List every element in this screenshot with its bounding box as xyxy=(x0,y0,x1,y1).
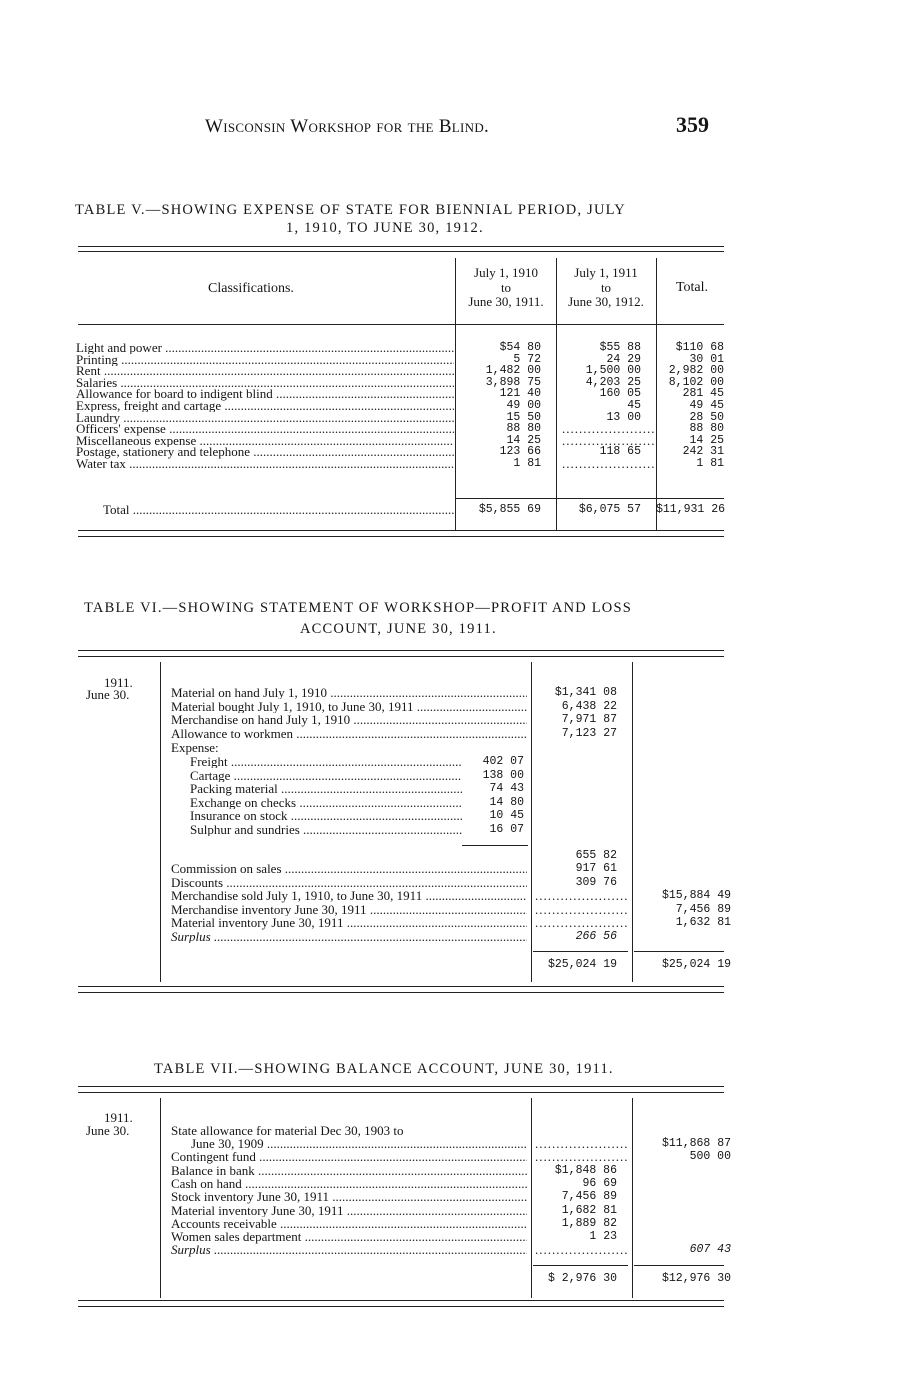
table-5-total-row xyxy=(78,503,724,516)
table-7-row-value: 96 69 xyxy=(582,1176,617,1190)
table-6-expense-item xyxy=(190,809,530,822)
table-7-row-label: June 30, 1909 ..... xyxy=(191,1137,527,1150)
table-6-expense-item xyxy=(190,823,530,836)
table-7-row xyxy=(171,1230,731,1243)
table-7-bottom-rule xyxy=(78,1300,724,1301)
table-6-expense-item-label: Freight ..... xyxy=(190,755,462,768)
table-7-row-label: Cash on hand ..... xyxy=(171,1177,527,1190)
table-5-header-col2-line3: June 30, 1912. xyxy=(568,294,644,309)
table-5-header-col1-line2: to xyxy=(500,280,512,295)
table-6-row xyxy=(171,903,731,916)
table-6-right-total-rule xyxy=(634,951,724,952)
table-5-row-col2: 13 00 xyxy=(606,410,641,424)
table-5-row-col1: 123 66 xyxy=(499,445,541,459)
table-7-top-rule xyxy=(78,1086,724,1087)
table-5-header-total: Total. xyxy=(675,280,709,295)
table-5-row-col1: 1 81 xyxy=(513,457,541,470)
table-7-year: 1911. xyxy=(104,1110,133,1125)
running-header-title: Wisconsin Workshop for the Blind. xyxy=(205,116,490,137)
table-5-row-total: 281 45 xyxy=(682,387,724,401)
table-7-row-label: Balance in bank ..... xyxy=(171,1164,527,1177)
table-6-row-label: Material bought July 1, 1910, to June 30, 1911 ..... xyxy=(171,700,527,713)
table-6-row-label: Material inventory June 30, 1911 ..... xyxy=(171,916,527,929)
table-5-bottom-rule xyxy=(78,530,724,531)
table-5-row-col1: 88 80 xyxy=(506,422,541,436)
table-6-caption-line-2: ACCOUNT, JUNE 30, 1911. xyxy=(300,621,497,637)
table-7-left-total-rule xyxy=(533,1265,628,1266)
table-5-total-grand: $11,931 26 xyxy=(656,503,726,516)
table-6-expense-item xyxy=(190,769,530,782)
table-6-expense-rule xyxy=(462,845,528,846)
table-7-total-right: $12,976 30 xyxy=(661,1272,731,1285)
table-6-expense-item-value: 14 80 xyxy=(489,795,524,809)
table-6-top-rule xyxy=(78,650,724,651)
table-5-row-label: Allowance for board to indigent blind ..... xyxy=(76,387,454,400)
table-5-row-col1: 5 72 xyxy=(513,352,541,366)
table-6-row-value: 266 56 xyxy=(575,930,617,943)
table-7-row-label: Women sales department ..... xyxy=(171,1230,527,1243)
table-6-row-value: 309 76 xyxy=(575,875,617,889)
table-6-expense-item-label: Packing material ..... xyxy=(190,782,462,795)
table-7-caption: TABLE VII.—SHOWING BALANCE ACCOUNT, JUNE 30, 1911. xyxy=(154,1061,614,1077)
table-5-row-total: 14 25 xyxy=(689,433,724,447)
table-5-row-col2: $55 88 xyxy=(599,341,641,354)
table-5-row xyxy=(78,457,724,470)
table-5-caption-line-1: TABLE V.—SHOWING EXPENSE OF STATE FOR BIENNIAL PERIOD, JULY xyxy=(75,202,626,218)
table-6-row xyxy=(171,700,631,713)
table-5-row-label: Postage, stationery and telephone ..... xyxy=(76,445,454,458)
table-5-total-col2: $6,075 57 xyxy=(578,503,641,516)
table-7-total-left: $ 2,976 30 xyxy=(547,1272,617,1285)
table-5-row-total: $110 68 xyxy=(675,341,724,354)
table-5-row-col1: 14 25 xyxy=(506,433,541,447)
table-6-date-divider xyxy=(160,662,161,982)
table-6-row-right: 1,632 81 xyxy=(675,916,731,930)
table-7-date: June 30. xyxy=(86,1123,130,1138)
table-7-row-value-leader xyxy=(535,1243,627,1256)
table-6-row-label: Material on hand July 1, 1910 ..... xyxy=(171,686,527,699)
table-7-row-value-leader xyxy=(535,1150,627,1163)
table-6-expense-total: 655 82 xyxy=(575,849,617,862)
table-5-row-label: Light and power ..... xyxy=(76,341,454,354)
table-6-expense-label: Expense: xyxy=(171,740,219,755)
table-5-header-col1-line1: July 1, 1910 xyxy=(474,265,538,280)
table-6-row xyxy=(171,889,731,902)
table-7-row xyxy=(171,1137,731,1150)
table-5-row-total: 30 01 xyxy=(689,352,724,366)
table-5-row-label: Express, freight and cartage ..... xyxy=(76,399,454,412)
table-7-row xyxy=(171,1164,731,1177)
table-6-row-right: $15,884 49 xyxy=(661,889,731,903)
table-7-first-line: State allowance for material Dec 30, 1903 to xyxy=(171,1123,404,1138)
table-5-row-col2: 24 29 xyxy=(606,352,641,366)
table-5-row-label: Printing ..... xyxy=(76,353,454,366)
table-7-row-right: $11,868 87 xyxy=(661,1137,731,1150)
table-5-row-col2-leader xyxy=(562,457,654,470)
table-5-row-total: 2,982 00 xyxy=(668,364,724,378)
table-5-header-rule xyxy=(78,324,724,325)
table-6-expense-item-value: 16 07 xyxy=(489,823,524,836)
table-7-row-value: 1,682 81 xyxy=(561,1203,617,1217)
table-7-row-value: 7,456 89 xyxy=(561,1190,617,1204)
table-5-row-col2: 160 05 xyxy=(599,387,641,401)
table-6-total-left: $25,024 19 xyxy=(547,958,617,971)
table-6-row-label: Merchandise on hand July 1, 1910 ..... xyxy=(171,713,527,726)
table-5-bottom-rule-2 xyxy=(78,536,724,537)
table-7-row-value: 1 23 xyxy=(589,1230,617,1244)
table-7-row-right: 500 00 xyxy=(689,1150,731,1164)
table-7-row xyxy=(171,1150,731,1163)
table-5-row-col2: 118 65 xyxy=(599,445,641,459)
table-6-date: June 30. xyxy=(86,687,130,702)
table-7-row-label: Accounts receivable ..... xyxy=(171,1217,527,1230)
table-5-row-label: Laundry ..... xyxy=(76,411,454,424)
table-7-right-total-rule xyxy=(634,1265,724,1266)
table-5-row-label: Water tax ..... xyxy=(76,457,454,470)
table-5-total-label: Total ..... xyxy=(103,503,455,516)
table-6-row xyxy=(171,916,731,929)
table-7-row xyxy=(171,1217,731,1230)
table-7-row-label: Surplus ..... xyxy=(171,1243,527,1256)
table-6-expense-item xyxy=(190,782,530,795)
table-5-row-col2: 4,203 25 xyxy=(585,375,641,389)
table-5-row-label: Salaries ..... xyxy=(76,376,454,389)
table-6-expense-item-label: Cartage ..... xyxy=(190,769,462,782)
table-7-row xyxy=(171,1190,731,1203)
table-5-total-rule xyxy=(456,498,724,499)
table-6-expense-item-value: 138 00 xyxy=(482,768,524,782)
table-5-header-col2-line1: July 1, 1911 xyxy=(574,265,638,280)
table-6-expense-item-label: Insurance on stock ..... xyxy=(190,809,462,822)
table-6-expense-item xyxy=(190,755,530,768)
table-7-row-label: Stock inventory June 30, 1911 ..... xyxy=(171,1190,527,1203)
table-6-row-value: 6,438 22 xyxy=(561,699,617,713)
table-6-row xyxy=(171,686,631,699)
table-5-top-rule xyxy=(78,246,724,247)
table-6-row xyxy=(171,727,631,740)
table-5-row-total: 88 80 xyxy=(689,422,724,436)
table-6-row xyxy=(171,930,731,943)
table-6-expense-item xyxy=(190,796,530,809)
table-6-expense-item-value: 74 43 xyxy=(489,782,524,796)
table-5-header-classifications: Classifications. xyxy=(208,281,294,296)
table-6-total-right: $25,024 19 xyxy=(661,958,731,971)
table-5-top-rule-2 xyxy=(78,251,724,252)
table-5-row-total: 1 81 xyxy=(696,457,724,470)
table-6-top-rule-2 xyxy=(78,656,724,657)
table-6-row xyxy=(171,713,631,726)
table-7-bottom-rule-2 xyxy=(78,1306,724,1307)
table-6-row-value-leader xyxy=(535,889,627,902)
table-6-row xyxy=(171,862,731,875)
table-6-row-value: $1,341 08 xyxy=(554,686,617,699)
table-5-row-col1: 3,898 75 xyxy=(485,375,541,389)
table-6-row-label: Commission on sales ..... xyxy=(171,862,527,875)
table-6-row-right: 7,456 89 xyxy=(675,902,731,916)
table-6-row-label: Discounts ..... xyxy=(171,876,527,889)
table-6-bottom-rule xyxy=(78,986,724,987)
table-6-caption-line-1: TABLE VI.—SHOWING STATEMENT OF WORKSHOP—PROFIT AND LOSS xyxy=(84,600,632,616)
table-6-expense-item-value: 10 45 xyxy=(489,809,524,823)
table-6-expense-item-label: Sulphur and sundries ..... xyxy=(190,823,462,836)
table-6-year: 1911. xyxy=(104,675,133,690)
table-5-row-col1: 49 00 xyxy=(506,399,541,412)
table-6-row-label: Surplus ..... xyxy=(171,930,527,943)
table-5-row-label: Rent ..... xyxy=(76,364,454,377)
table-6-row-value: 7,971 87 xyxy=(561,713,617,727)
table-6-row-label: Merchandise inventory June 30, 1911 ..... xyxy=(171,903,527,916)
table-5-row-label: Miscellaneous expense ..... xyxy=(76,434,454,447)
table-7-row xyxy=(171,1177,731,1190)
table-5-row-total: 8,102 00 xyxy=(668,375,724,389)
table-5-row-col2: 1,500 00 xyxy=(585,364,641,378)
table-6-left-total-rule xyxy=(533,951,628,952)
table-6-row-value: 7,123 27 xyxy=(561,726,617,740)
table-6-row-label: Allowance to workmen ..... xyxy=(171,727,527,740)
table-6-row xyxy=(171,876,731,889)
table-5-header-col1-line3: June 30, 1911. xyxy=(468,294,544,309)
table-6-expense-item-value: 402 07 xyxy=(482,755,524,768)
table-5-row-col1: 1,482 00 xyxy=(485,364,541,378)
table-5-row-label: Officers' expense ..... xyxy=(76,422,454,435)
table-7-row-value: 1,889 82 xyxy=(561,1216,617,1230)
table-6-row-value: 917 61 xyxy=(575,862,617,875)
table-7-row-value: $1,848 86 xyxy=(554,1163,617,1177)
table-7-row-right: 607 43 xyxy=(689,1243,731,1257)
table-5-row-total: 28 50 xyxy=(689,410,724,424)
table-5-row-col1: 121 40 xyxy=(499,387,541,401)
page-number: 359 xyxy=(676,112,709,137)
table-6-row-value-leader xyxy=(535,916,627,929)
table-5-row-total: 242 31 xyxy=(682,445,724,459)
table-6-row-value-leader xyxy=(535,903,627,916)
table-5-row-col2: 45 xyxy=(627,399,641,412)
table-7-row-label: Material inventory June 30, 1911 ..... xyxy=(171,1204,527,1217)
table-5-row-total: 49 45 xyxy=(689,399,724,412)
table-6-row-label: Merchandise sold July 1, 1910, to June 30, 1911 ..... xyxy=(171,889,527,902)
table-7-row-label: Contingent fund ..... xyxy=(171,1150,527,1163)
table-5-row-col1: 15 50 xyxy=(506,410,541,424)
table-7-date-divider xyxy=(160,1098,161,1298)
table-6-expense-item-label: Exchange on checks ..... xyxy=(190,796,462,809)
table-6-bottom-rule-2 xyxy=(78,992,724,993)
table-5-caption-line-2: 1, 1910, TO JUNE 30, 1912. xyxy=(286,220,484,236)
table-7-row xyxy=(171,1243,731,1256)
table-7-row-value-leader xyxy=(535,1137,627,1150)
table-7-top-rule-2 xyxy=(78,1092,724,1093)
table-7-row xyxy=(171,1204,731,1217)
table-5-row-col1: $54 80 xyxy=(499,341,541,354)
table-5-header-col2-line2: to xyxy=(600,280,612,295)
table-5-total-col1: $5,855 69 xyxy=(478,503,541,516)
